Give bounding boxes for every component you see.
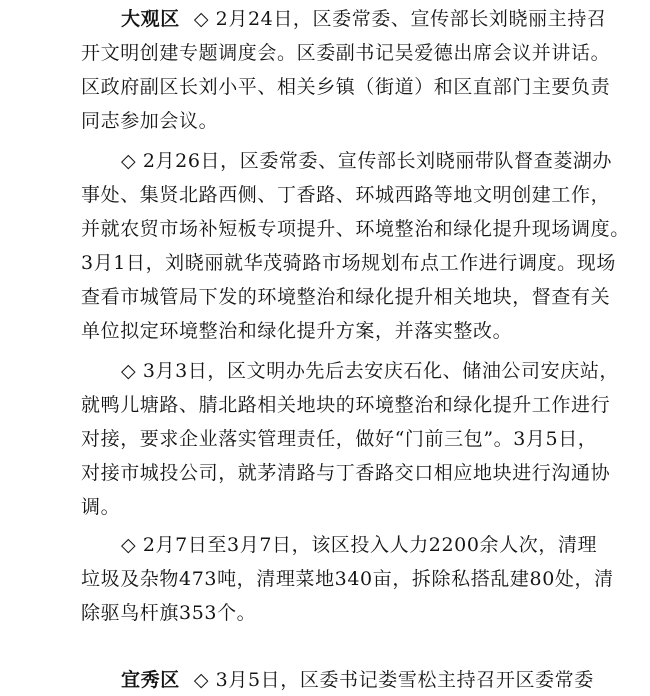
paragraph-line: 区政府副区长刘小平、相关乡镇（街道）和区直部门主要负责 (81, 76, 611, 98)
paragraph-line: 宜秀区 ◇ 3月5日，区委书记娄雪松主持召开区委常委 (121, 669, 594, 691)
paragraph-line: 并就农贸市场补短板专项提升、环境整治和绿化提升现场调度。 (81, 218, 630, 240)
district-heading: 大观区 (121, 8, 180, 30)
paragraph-line: 开文明创建专题调度会。区委副书记吴爱德出席会议并讲话。 (81, 42, 611, 64)
paragraph-line: ◇ 2月26日，区委常委、宣传部长刘晓丽带队督查菱湖办 (121, 150, 613, 172)
paragraph-line: 除驱鸟杆旗353个。 (81, 602, 257, 624)
paragraph-line: 查看市城管局下发的环境整治和绿化提升相关地块，督查有关 (81, 286, 611, 308)
paragraph-line: 就鸭儿塘路、腈北路相关地块的环境整治和绿化提升工作进行 (81, 394, 611, 416)
district-heading: 宜秀区 (121, 669, 180, 691)
paragraph-line: 大观区 ◇ 2月24日，区委常委、宣传部长刘晓丽主持召 (121, 8, 607, 30)
paragraph-line: 单位拟定环境整治和绿化提升方案，并落实整改。 (81, 320, 513, 342)
paragraph-line: 事处、集贤北路西侧、丁香路、环城西路等地文明创建工作， (81, 184, 611, 206)
paragraph-line: 调。 (81, 496, 121, 518)
paragraph-line: 对接，要求企业落实管理责任，做好“门前三包”。3月5日， (81, 428, 598, 450)
paragraph-line: 对接市城投公司，就茅清路与丁香路交口相应地块进行沟通协 (81, 462, 611, 484)
paragraph-line: 同志参加会议。 (81, 110, 219, 132)
paragraph-line: 3月1日，刘晓丽就华茂骑路市场规划布点工作进行调度。现场 (81, 252, 616, 274)
paragraph-line: ◇ 3月3日，区文明办先后去安庆石化、储油公司安庆站， (121, 360, 620, 382)
paragraph-line: 垃圾及杂物473吨，清理菜地340亩，拆除私搭乱建80处，清 (81, 568, 614, 590)
paragraph-line: ◇ 2月7日至3月7日，该区投入人力2200余人次，清理 (121, 534, 598, 556)
